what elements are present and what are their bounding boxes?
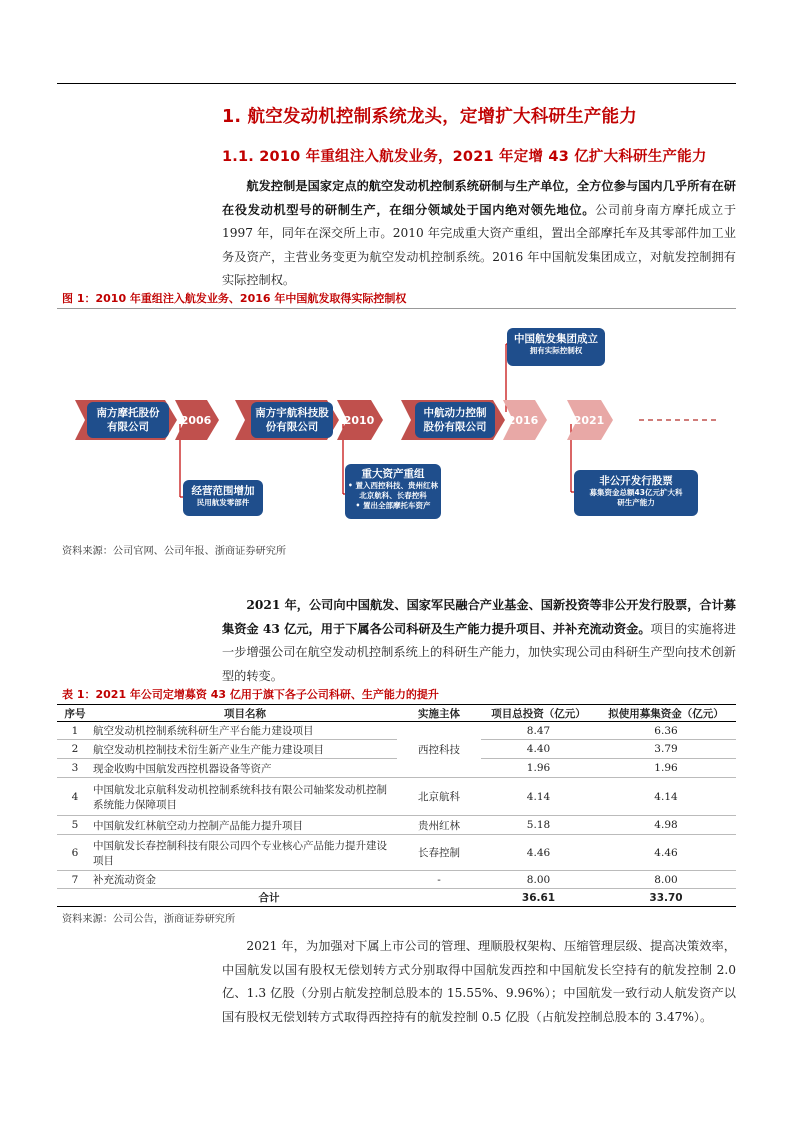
cell-total: 8.47 [481,722,596,740]
header-entity: 实施主体 [397,705,481,722]
cell-entity: 贵州红林 [397,816,481,835]
cell-name: 中国航发北京航科发动机控制系统科技有限公司轴桨发动机控制系统能力保障项目 [93,778,397,816]
box-private-placement [574,470,698,516]
header-rule [57,83,736,84]
cell-raised: 6.36 [596,722,736,740]
box-placement-sub-2: 研生产能力 [617,498,655,507]
cell-raised: 4.98 [596,816,736,835]
cell-entity: 西控科技 [397,722,481,778]
year-2006-label: 2006 [180,414,212,427]
box-placement-sub-1: 募集资金总额43亿元扩大科 [589,488,683,497]
paragraph-intro [222,175,736,293]
cell-no: 6 [57,835,93,871]
box-nanfang-moto-label: 南方摩托股份有限公司 [96,407,160,433]
timeline-diagram [57,312,736,537]
cell-raised: 3.79 [596,740,736,759]
cell-no: 5 [57,816,93,835]
cell-entity: 长春控制 [397,835,481,871]
box-scope-sub: 民用航发零部件 [196,498,250,507]
cell-total: 5.18 [481,816,596,835]
paragraph-placement-text: 项目的实施将进一步增强公司在航空发动机控制系统上的科研生产能力，加快实现公司由科研生产型向技术创新型的转变。 [222,621,736,683]
box-aeco-founded [507,328,605,366]
box-scope-expand [183,480,263,516]
paragraph-placement [222,594,736,688]
cell-name: 中国航发长春控制科技有限公司四个专业核心产品能力提升建设项目 [93,835,397,871]
table-row [57,759,736,778]
box-placement-title: 非公开发行股票 [599,475,673,487]
cell-raised: 8.00 [596,871,736,889]
cell-name: 航空发动机控制技术衍生新产业生产能力建设项目 [93,740,397,759]
cell-no: 2 [57,740,93,759]
box-zhonghang [415,402,495,438]
table-row [57,722,736,740]
box-restructure-item-3: • 置出全部摩托车资产 [355,501,431,510]
table-row [57,816,736,835]
cell-entity: 北京航科 [397,778,481,816]
table-row [57,740,736,759]
table-caption: 表 1：2021 年公司定增募资 43 亿用于旗下各子公司科研、生产能力的提升 [62,688,439,701]
cell-raised: 1.96 [596,759,736,778]
cell-total: 4.46 [481,835,596,871]
year-2021-label: 2021 [573,414,605,427]
box-restructure [345,464,441,519]
cell-total-sum: 36.61 [481,889,596,907]
header-raised: 拟使用募集资金（亿元） [596,705,736,722]
paragraph-intro-bold: 航发控制是国家定点的航空发动机控制系统研制与生产单位，全方位参与国内几乎所有在研在役发动机型号的研制生产，在细分领域处于国内绝对领先地位。 [222,179,736,217]
paragraph-equity-transfer [222,935,736,1029]
subsection-heading: 1.1. 2010 年重组注入航发业务，2021 年定增 43 亿扩大科研生产能力 [222,149,707,165]
table-row [57,871,736,889]
caption-rule [57,308,736,309]
table-header-row [57,705,736,722]
figure-source: 资料来源：公司官网、公司年报、浙商证券研究所 [62,546,287,557]
section-heading: 1. 航空发动机控制系统龙头，定增扩大科研生产能力 [222,107,637,127]
cell-no: 7 [57,871,93,889]
cell-no: 4 [57,778,93,816]
cell-name: 补充流动资金 [93,871,397,889]
cell-no: 1 [57,722,93,740]
table-total-row [57,889,736,907]
table-row [57,835,736,871]
cell-name: 中国航发红林航空动力控制产品能力提升项目 [93,816,397,835]
paragraph-intro-text: 公司前身南方摩托成立于 1997 年，同年在深交所上市。2010 年完成重大资产重组，置出全部摩托车及其零部件加工业务及资产，主营业务变更为航空发动机控制系统。2016 年中国航发集团成立，对航发控制拥有实际控制权。 [222,202,737,287]
cell-entity: - [397,871,481,889]
cell-total: 4.14 [481,778,596,816]
year-2016-label: 2016 [507,414,539,427]
box-zhonghang-label: 中航动力控制股份有限公司 [423,407,487,433]
cell-raised: 4.46 [596,835,736,871]
cell-total: 8.00 [481,871,596,889]
year-2010-label: 2010 [343,414,375,427]
box-nanfang-yuhang [251,402,333,438]
box-nanfang-moto [87,402,169,438]
box-aeco-sub: 拥有实际控制权 [529,346,583,355]
box-scope-title: 经营范围增加 [191,485,255,497]
header-name: 项目名称 [93,705,397,722]
cell-total: 1.96 [481,759,596,778]
paragraph-equity-text: 2021 年，为加强对下属上市公司的管理、理顺股权架构、压缩管理层级、提高决策效率，中国航发以国有股权无偿划转方式分别取得中国航发西控和中国航发长空持有的航发控制 2.0 亿、1.3 亿股（分别占航发控制总股本的 15.55%、9.96%）；中国航发一致行动人航发资产以国有股权无偿划转方式取得西控持有的航发控制 0.5 亿股（占航发控制总股本的 3.47%）。 [222,939,736,1024]
box-restructure-title: 重大资产重组 [361,468,425,480]
header-total: 项目总投资（亿元） [481,705,596,722]
cell-total-label: 合计 [57,889,481,907]
box-restructure-item-2: 北京航科、长春控科 [359,491,427,500]
table-source: 资料来源：公司公告，浙商证券研究所 [62,914,236,925]
box-aeco-title: 中国航发集团成立 [514,333,598,345]
paragraph-placement-bold: 2021 年，公司向中国航发、国家军民融合产业基金、国新投资等非公开发行股票，合计募集资金 43 亿元，用于下属各公司科研及生产能力提升项目、并补充流动资金。 [222,598,736,636]
header-no: 序号 [57,705,93,722]
figure-caption: 图 1：2010 年重组注入航发业务、2016 年中国航发取得实际控制权 [62,292,407,305]
cell-name: 航空发动机控制系统科研生产平台能力建设项目 [93,722,397,740]
cell-no: 3 [57,759,93,778]
cell-raised-sum: 33.70 [596,889,736,907]
box-nanfang-yuhang-label: 南方宇航科技股份有限公司 [255,407,329,433]
fundraising-table [57,704,736,907]
box-restructure-item-1: • 置入西控科技、贵州红林 [348,481,438,490]
table-row [57,778,736,816]
cell-total: 4.40 [481,740,596,759]
cell-raised: 4.14 [596,778,736,816]
cell-name: 现金收购中国航发西控机器设备等资产 [93,759,397,778]
